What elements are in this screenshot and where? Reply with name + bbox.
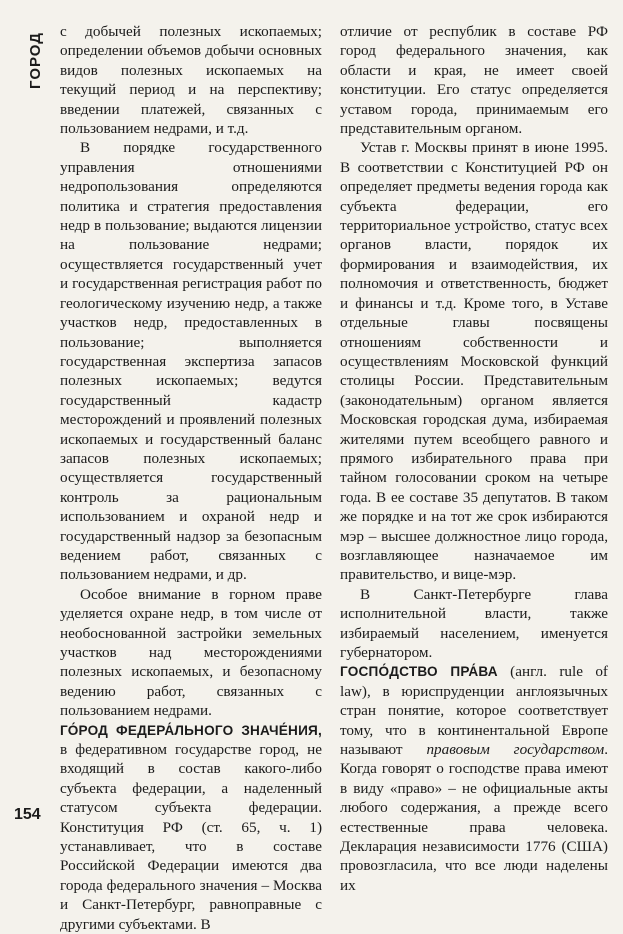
entry-text-rule-of-law-2: . Когда говорят о господстве права имеют в виду «право» – не официальные акты любого содержания, а прежде всего естественные права человека. Декларация независимости 1776 (США) провозгласила, что все люди наделены их [340, 741, 608, 894]
right-paragraph-1: отличие от республик в составе РФ город федерального значения, как области и края, не имеет своей конституции. Его статус определяется уставом города, принимаемым его представительным органом. [340, 23, 608, 138]
dictionary-entry-federal-city [60, 721, 322, 934]
dictionary-entry-rule-of-law [340, 662, 608, 895]
entry-italic-term: правовым государством [426, 741, 605, 759]
left-paragraph-1: с добычей полезных ископаемых; определении объемов добычи основных видов полезных ископаемых на текущий период и на перспективу; введении платежей, связанных с пользованием недрами, и т.д. [60, 23, 322, 138]
left-paragraph-3: Особое внимание в горном праве уделяется охране недр, в том числе от необоснованной застройки земельных участков над месторождениями полезных ископаемых, и безопасному ведению работ, связанных с пользованием недрами. [60, 585, 322, 720]
left-paragraph-2: В порядке государственного управления отношениями недропользования определяются политика и стратегия предоставления недр в пользование; выдаются лицензии на пользование недрами; осуществляется государственный учет и государственная регистрация работ по геологическому изучению недр, а также участков недр, предоставленных в пользование; выполняется государственная экспертиза запасов полезных ископаемых; ведутся государственный кадастр месторождений и проявлений полезных ископаемых и государственный баланс запасов полезных ископаемых; осуществляется государственный контроль за рациональным использованием и охраной недр и государственный надзор за безопасным ведением работ, связанных с пользованием недрами, и др. [60, 139, 322, 584]
left-column [60, 22, 322, 933]
entry-headword-federal-city: ГО́РОД ФЕДЕРА́ЛЬНОГО ЗНАЧЕ́НИЯ, [60, 722, 322, 738]
section-tab [18, 20, 52, 100]
entry-text-rule-of-law-1: (англ. rule of law), в юриспруденции англоязычных стран понятие, которое соответствует тому, что в континентальной Европе называют [340, 663, 608, 759]
right-paragraph-2: Устав г. Москвы принят в июне 1995. В соответствии с Конституцией РФ он определяет предметы ведения города как субъекта федерации, его территориальное устройство, статус всех органов власти, порядок их формирования и взаимодействия, их полномочия и ответственность, бюджет и финансы и т.д. Кроме того, в Уставе отдельные главы посвящены отношениям собственности и осуществлениям Московской функций столицы России. Представительным (законодательным) органом является Московская городская дума, избираемая жителями путем всеобщего равного и прямого избирательного права при тайном голосовании сроком на четыре года. В ее составе 35 депутатов. В таком же порядке и на тот же срок избираются мэр – высшее должностное лицо города, возглавляющее назначаемое им правительство, и вице-мэр. [340, 139, 608, 584]
right-column [340, 22, 608, 894]
page-number: 154 [14, 806, 41, 823]
right-paragraph-3: В Санкт-Петербурге глава исполнительной власти, также избираемый населением, именуется губернатором. [340, 585, 608, 661]
entry-headword-rule-of-law: ГОСПО́ДСТВО ПРА́ВА [340, 664, 498, 680]
section-label: ГОРОД [26, 31, 44, 89]
entry-text-federal-city: в федеративном государстве город, не входящий в состав какого-либо субъекта федерации, а наделенный статусом субъекта федерации. Конституция РФ (ст. 65, ч. 1) устанавливает, что в составе Российской Федерации имеются два города федерального значения – Москва и Санкт-Петербург, равноправные с другими субъектами. В [60, 741, 322, 933]
